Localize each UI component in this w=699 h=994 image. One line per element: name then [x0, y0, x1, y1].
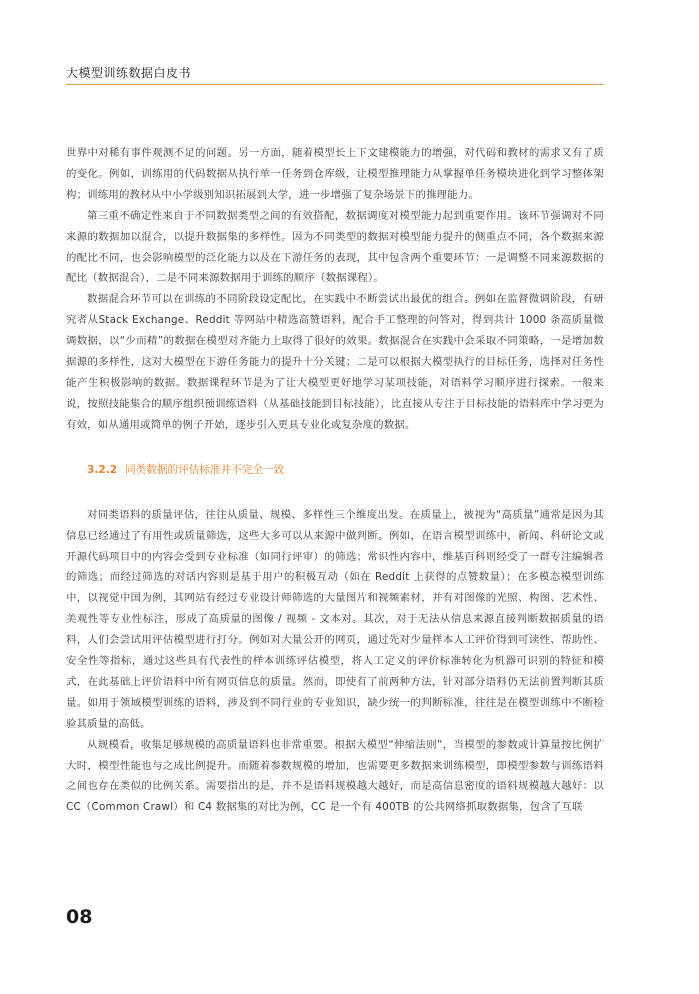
- paragraph-5: 从规模看，收集足够规模的高质量语料也非常重要。根据大模型“伸缩法则”，当模型的参数或计算量按比例扩大时，模型性能也与之成比例提升。而随着参数规模的增加，也需要更多数据来训练模型，即模型参数与训练语料之间也存在类似的比例关系。需要指出的是，并不是语料规模越大越好，而是高信息密度的语料规模越大越好：以 CC（Common Crawl）和 C4 数据集的对比为例，CC 是一个有 400TB 的公共网络抓取数据集，包含了互联: [66, 738, 604, 814]
- running-header-title: 大模型训练数据白皮书: [66, 66, 192, 80]
- paragraph-2: 第三重不确定性来自于不同数据类型之间的有效搭配，数据调度对模型能力起到重要作用。该环节强调对不同来源的数据加以混合，以提升数据集的多样性。因为不同类型的数据对模型能力提升的侧重点不同，各个数据来源的配比不同，也会影响模型的泛化能力以及在下游任务的表现，其中包含两个重要环节：一是调整不同来源数据的配比（数据混合），二是不同来源数据用于训练的顺序（数据课程）。: [66, 209, 604, 285]
- page-number: 08: [66, 906, 93, 928]
- paragraph-3: 数据混合环节可以在训练的不同阶段设定配比，在实践中不断尝试出最优的组合。例如在监督微调阶段，有研究者从Stack Exchange、Reddit 等网站中精选高赞语料，配合手工整理的问答对，得到共计 1000 条高质量微调数据，以“少而精”的数据在模型对齐能力上取得了很好的效果。数据混合在实践中会采取不同策略，一是增加数据源的多样性，这对大模型在下游任务能力的提升十分关键；二是可以根据大模型执行的目标任务，选择对任务性能产生积极影响的数据。数据课程环节是为了让大模型更好地学习某项技能，对语料学习顺序进行探索。一般来说，按照技能集合的顺序组织预训练语料（从基础技能到目标技能），比直接从专注于目标技能的语料库中学习更为有效，如从通用或简单的例子开始，逐步引入更具专业化或复杂度的数据。: [66, 293, 604, 431]
- section-title: 同类数据的评估标准并不完全一致: [125, 463, 285, 476]
- section-heading: [87, 462, 604, 477]
- header-divider: [66, 84, 604, 85]
- section-number: 3.2.2: [87, 463, 118, 476]
- body-text: [66, 143, 604, 818]
- paragraph-1: 世界中对稀有事件观测不足的问题。另一方面，随着模型长上下文建模能力的增强，对代码和教材的需求又有了质的变化。例如，训练用的代码数据从执行单一任务到仓库级，让模型推理能力从掌握单任务模块进化到学习整体架构；训练用的教材从中小学级别知识拓展到大学，进一步增强了复杂场景下的推理能力。: [66, 147, 604, 201]
- paragraph-4: 对同类语料的质量评估，往往从质量、规模、多样性三个维度出发。在质量上，被视为“高质量”通常是因为其信息已经通过了有用性或质量筛选，这些大多可以从来源中做判断。例如，在语言模型训练中，新闻、科研论文或开源代码项目中的内容会受到专业标准（如同行评审）的筛选；常识性内容中，维基百科则经受了一群专注编辑者的筛选；而经过筛选的对话内容则是基于用户的积极互动（如在 Reddit 上获得的点赞数量）；在多模态模型训练中，以视觉中国为例，其网站有经过专业设计师筛选的大量图片和视频素材，并有对图像的光照、构图、艺术性、美观性等专业性标注，形成了高质量的图像 / 视频 - 文本对。其次，对于无法从信息来源直接判断数据质量的语料，人们会尝试用评估模型进行打分。例如对大量公开的网页，通过先对少量样本人工评价得到可读性、帮助性、安全性等指标，通过这些具有代表性的样本训练评估模型，将人工定义的评价标准转化为机器可识别的特征和模式，在此基础上评价语料中所有网页信息的质量。然而，即使有了前两种方法，针对部分语料仍无法前置判断其质量。如用于领域模型训练的语料，涉及到不同行业的专业知识，缺少统一的判断标准，往往是在模型训练中不断检验其质量的高低。: [66, 508, 604, 730]
